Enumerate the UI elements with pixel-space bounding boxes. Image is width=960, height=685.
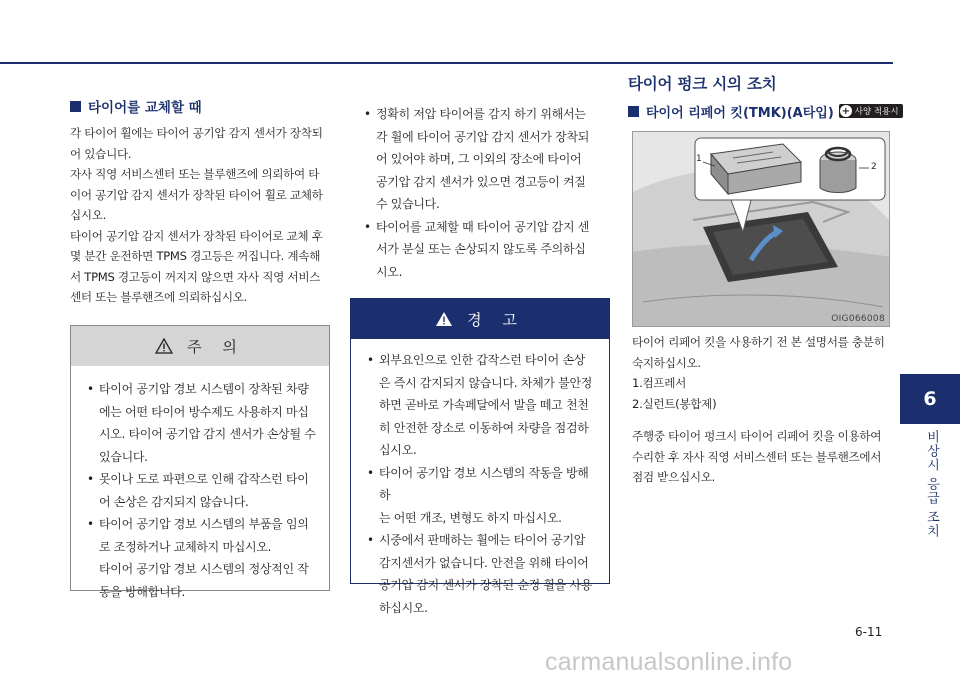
repair-kit-illustration [632,131,890,327]
item-line: 서가 분실 또는 손상되지 않도록 주의하십 [376,242,586,256]
section-heading [70,96,332,116]
text-line: 1.컴프레서 [632,376,687,390]
list-item [364,216,604,284]
para-line: 각 타이어 휠에는 타이어 공기압 감지 센서가 장착되 [70,126,323,140]
car-trunk-drawing [633,132,890,327]
para-line: 이어 공기압 감지 센서가 장착된 타이어 휠로 교체하 [70,187,323,202]
item-line: • 타이어를 교체할 때 타이어 공기압 감지 센 [376,219,590,234]
list-item [367,529,597,619]
text-line: 2.실런트(봉합제) [632,396,717,411]
warning-list [351,339,609,619]
item-line: • 타이어 공기압 경보 시스템의 부품을 임의 [99,517,309,531]
item-line: 하면 곧바로 가속페달에서 발을 떼고 천천 [379,398,589,412]
tpms-notes-list [350,103,610,283]
left-column [70,96,332,308]
item-line: 하십시오. [379,600,428,615]
list-item [364,103,604,216]
middle-column [350,103,610,283]
item-line: 어 손상은 감지되지 않습니다. [99,494,249,509]
page-number: 6-11 [855,625,883,639]
item-line: • 시중에서 판매하는 휠에는 타이어 공기압 [379,533,586,547]
item-line: 각 휠에 타이어 공기압 감지 센서가 장착되 [376,129,590,144]
caution-box [70,325,330,599]
chapter-label: 비상시 응급 조치 [924,430,939,539]
para-line: 센터 또는 블루핸즈에 의뢰하십시오. [70,290,248,304]
list-item [367,462,597,530]
square-bullet-icon [70,101,81,112]
watermark: carmanualsonline.info [545,648,793,676]
option-badge-label: 사양 적용시 [854,107,899,117]
list-item [87,513,317,603]
item-line: 시오. [376,264,403,279]
warning-triangle-icon [155,338,173,354]
item-line: 공기압 감지 센서가 있으면 경고등이 켜질 [376,174,586,189]
right-column [628,72,899,121]
item-line: 공기압 감지 센서가 장착된 순정 휠을 사용 [379,578,593,592]
text-line: 타이어 리페어 킷을 사용하기 전 본 설명서를 충분히 [632,335,885,349]
list-item [87,378,317,468]
caution-list [71,366,329,603]
text-line: 숙지하십시오. [632,355,701,370]
spacer [632,414,894,426]
text-line: 수리한 후 자사 직영 서비스센터 또는 블루핸즈에서 [632,449,882,464]
para-line: 어 있습니다. [70,146,132,161]
plus-icon: + [841,105,850,117]
item-line: • 못이나 도로 파편으로 인해 갑작스런 타이 [99,472,309,486]
para-line: 몇 분간 운전하면 TPMS 경고등은 꺼집니다. 계속해 [70,249,321,263]
image-code: OIG066008 [831,314,885,324]
repair-kit-text [632,332,894,488]
para-line: 타이어 공기압 감지 센서가 장착된 타이어로 교체 후 [70,228,323,243]
item-line: 감지센서가 없습니다. 안전을 위해 타이어 [379,555,589,570]
item-line: 있습니다. [99,449,148,464]
list-item [367,349,597,462]
para-line: 십시오. [70,208,107,222]
text-line: 주행중 타이어 펑크시 타이어 리페어 킷을 이용하여 [632,429,882,443]
subsection-heading-text: 타이어 리페어 킷(TMK)(A타입) [646,105,834,121]
text-line: 점검 받으십시오. [632,470,716,484]
para-line: 자사 직영 서비스센터 또는 블루핸즈에 의뢰하여 타 [70,167,320,181]
item-line: 는 어떤 개조, 변형도 하지 마십시오. [379,510,562,525]
section-heading-text: 타이어를 교체할 때 [88,100,202,116]
item-line: 타이어 공기압 경보 시스템의 정상적인 작 [99,562,309,576]
top-rule [0,62,893,64]
warning-title: 경 고 [467,310,525,329]
item-line: 로 조정하거나 교체하지 마십시오. [99,539,272,554]
figure-label-2: 2 [871,162,877,172]
page-title: 타이어 펑크 시의 조치 [628,75,777,93]
warning-box [350,298,610,615]
item-line: 수 있습니다. [376,197,440,211]
item-line: 십시오. [379,443,417,457]
chapter-number-tab[interactable]: 6 [900,374,960,424]
item-line: • 정확히 저압 타이어를 감지 하기 위해서는 [376,107,586,121]
tire-replace-paragraph [70,123,332,308]
warning-triangle-icon [435,311,453,327]
figure-label-1: 1 [696,154,702,164]
item-line: 히 안전한 장소로 이동하여 차량을 점검하 [379,420,589,435]
square-bullet-icon [628,106,639,117]
option-badge [839,104,903,118]
caution-title: 주 의 [187,337,245,356]
item-line: • 외부요인으로 인한 갑작스런 타이어 손상 [379,353,586,367]
warning-header [351,299,609,339]
subsection-heading [628,101,899,121]
caution-header [71,326,329,366]
item-line: 은 즉시 감지되지 않습니다. 차체가 불안정 [379,375,593,390]
item-line: • 타이어 공기압 경보 시스템이 장착된 차량 [99,382,309,396]
item-line: 에는 어떤 타이어 방수제도 사용하지 마십 [99,404,309,419]
para-line: 서 TPMS 경고등이 꺼지지 않으면 자사 직영 서비스 [70,269,321,284]
item-line: 시오. 타이어 공기압 감지 센서가 손상될 수 [99,427,316,441]
list-item [87,468,317,513]
item-line: 어 있어야 하며, 그 이외의 장소에 타이어 [376,152,582,166]
item-line: 동을 방해합니다. [99,584,186,599]
item-line: • 타이어 공기압 경보 시스템의 작동을 방해하 [379,465,589,502]
